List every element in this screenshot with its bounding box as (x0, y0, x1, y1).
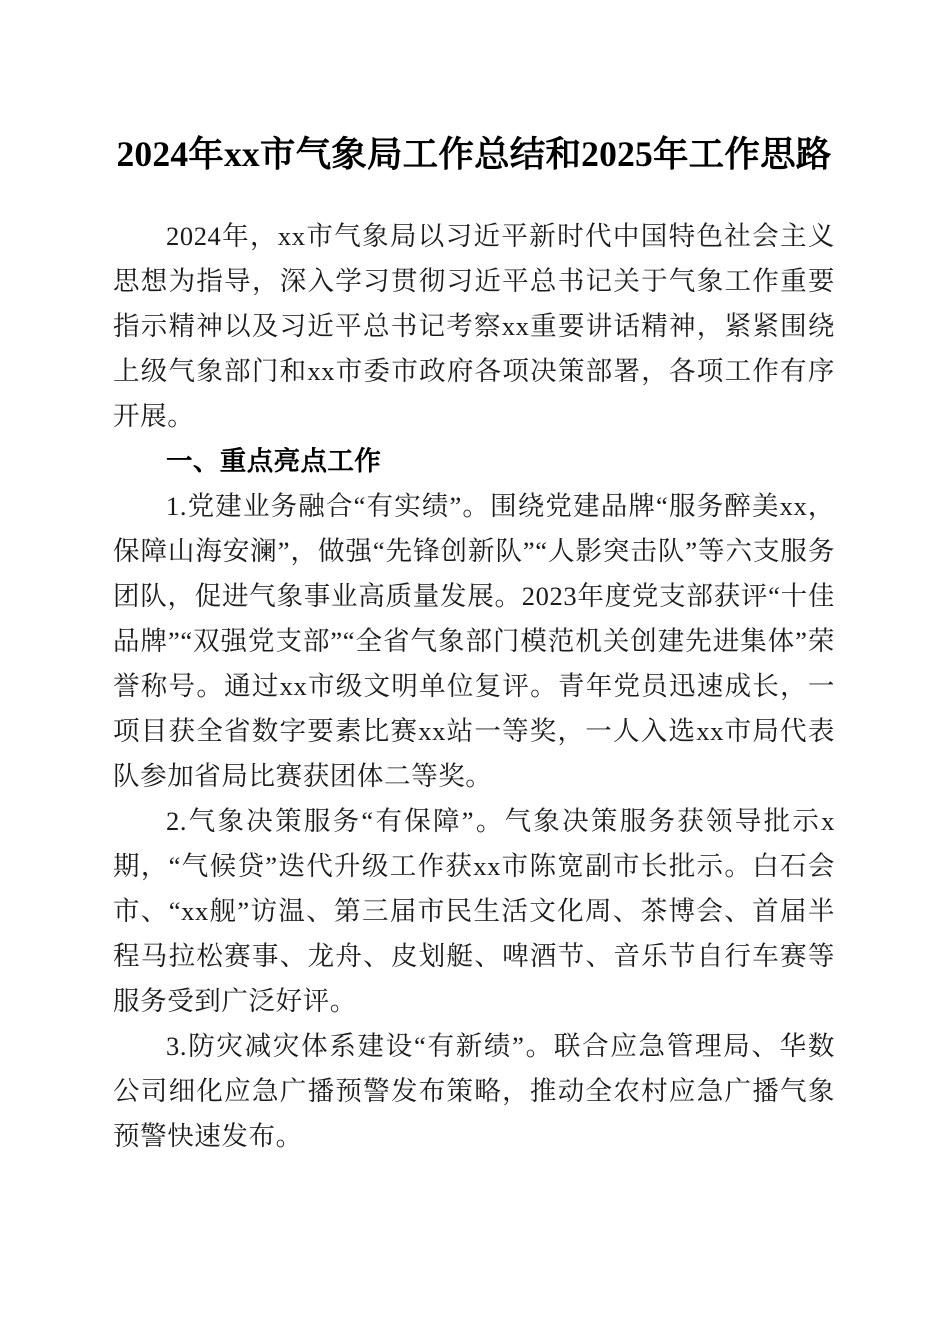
list-item: 1.党建业务融合“有实绩”。围绕党建品牌“服务醉美xx，保障山海安澜”，做强“先锋创新队”“人影突击队”等六支服务团队，促进气象事业高质量发展。2023年度党支部获评“十佳品牌”“双强党支部”“全省气象部门模范机关创建先进集体”荣誉称号。通过xx市级文明单位复评。青年党员迅速成长，一项目获全省数字要素比赛xx站一等奖，一人入选xx市局代表队参加省局比赛获团体二等奖。 (113, 491, 835, 791)
list-item: 3.防灾减灾体系建设“有新绩”。联合应急管理局、华数公司细化应急广播预警发布策略，推动全农村应急广播气象预警快速发布。 (113, 1031, 835, 1151)
intro-paragraph: 2024年，xx市气象局以习近平新时代中国特色社会主义思想为指导，深入学习贯彻习近平总书记关于气象工作重要指示精神以及习近平总书记考察xx重要讲话精神，紧紧围绕上级气象部门和xx市委市政府各项决策部署，各项工作有序开展。 (113, 221, 835, 431)
list-item: 2.气象决策服务“有保障”。气象决策服务获领导批示x期，“气候贷”迭代升级工作获xx市陈宽副市长批示。白石会市、“xx舰”访温、第三届市民生活文化周、茶博会、首届半程马拉松赛事、龙舟、皮划艇、啤酒节、音乐节自行车赛等服务受到广泛好评。 (113, 806, 835, 1016)
page-text-column (113, 0, 835, 1159)
page-title: 2024年xx市气象局工作总结和2025年工作思路 (116, 134, 832, 174)
section-heading-key-work: 一、重点亮点工作 (166, 446, 382, 476)
